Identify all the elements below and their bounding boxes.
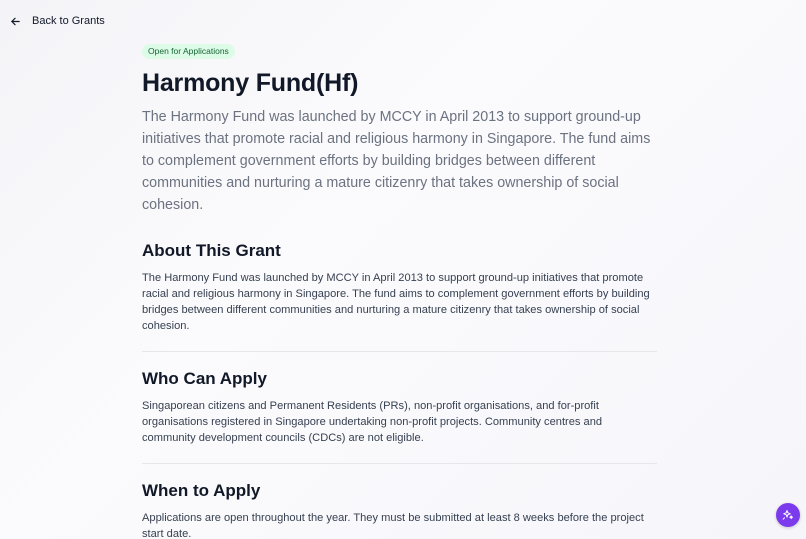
page-title: Harmony Fund(Hf) [142, 69, 359, 97]
sparkles-icon [782, 509, 794, 521]
back-link-label: Back to Grants [32, 15, 105, 27]
arrow-left-icon [10, 16, 21, 27]
assistant-button[interactable] [776, 503, 800, 527]
when-to-apply-body: Applications are open throughout the year. They must be submitted at least 8 weeks before the project start date. [142, 512, 644, 539]
who-can-apply-heading: Who Can Apply [142, 369, 267, 388]
who-can-apply-body: Singaporean citizens and Permanent Residents (PRs), non-profit organisations, and for-profit organisations registered in Singapore undertaking non-profit projects. Community centres and community development councils (CDCs) are not eligible. [142, 400, 603, 444]
when-to-apply-heading: When to Apply [142, 481, 261, 500]
about-body: The Harmony Fund was launched by MCCY in April 2013 to support ground-up initiatives that promote racial and religious harmony in Singapore. The fund aims to complement government efforts by building bridges between different communities and nurturing a mature citizenry that takes ownership of social cohesion. [142, 272, 650, 332]
status-badge: Open for Applications [142, 44, 235, 59]
grant-summary: The Harmony Fund was launched by MCCY in April 2013 to support ground-up initiatives that promote racial and religious harmony in Singapore. The fund aims to complement government efforts by building bridges between different communities and nurturing a mature citizenry that takes ownership of social cohesion. [142, 109, 651, 213]
when-to-apply-section [142, 480, 657, 539]
divider [142, 463, 657, 464]
grant-content [142, 41, 657, 539]
back-to-grants-link[interactable] [10, 12, 105, 30]
about-section [142, 240, 657, 334]
who-can-apply-section [142, 368, 657, 446]
about-heading: About This Grant [142, 241, 281, 260]
divider [142, 351, 657, 352]
